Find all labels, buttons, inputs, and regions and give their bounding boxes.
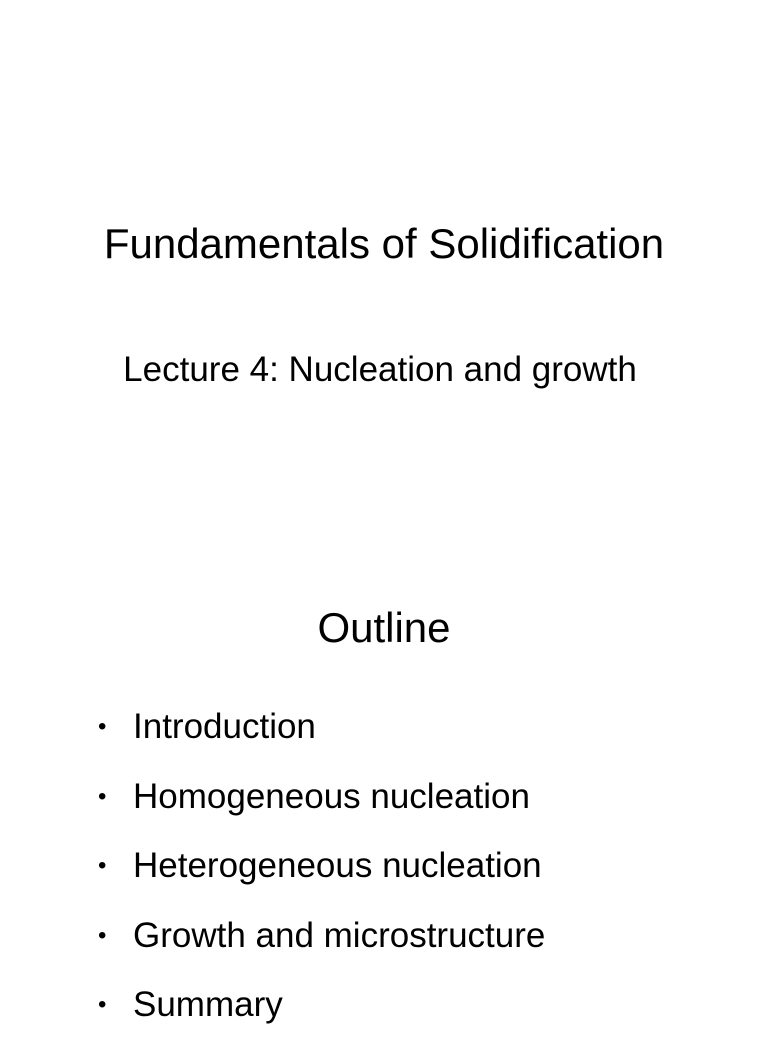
- outline-item-label: Summary: [133, 985, 283, 1024]
- bullet-icon: •: [98, 991, 107, 1018]
- outline-item-homogeneous-nucleation: [98, 775, 545, 845]
- outline-list: [98, 705, 545, 1053]
- outline-item-summary: [98, 983, 545, 1053]
- slide-subtitle: Lecture 4: Nucleation and growth: [123, 350, 637, 389]
- outline-item-heterogeneous-nucleation: [98, 844, 545, 914]
- outline-item-label: Heterogeneous nucleation: [133, 846, 542, 885]
- outline-heading: Outline: [317, 604, 451, 651]
- bullet-icon: •: [98, 921, 107, 949]
- outline-item-label: Growth and microstructure: [133, 915, 546, 955]
- bullet-icon: •: [98, 782, 107, 810]
- slide-title: Fundamentals of Solidification: [103, 220, 665, 267]
- outline-item-label: Introduction: [133, 707, 316, 746]
- bullet-icon: •: [98, 852, 107, 879]
- outline-item-label: Homogeneous nucleation: [133, 776, 530, 816]
- bullet-icon: •: [98, 713, 107, 740]
- outline-item-growth-and-microstructure: [98, 914, 545, 984]
- outline-item-introduction: [98, 705, 545, 775]
